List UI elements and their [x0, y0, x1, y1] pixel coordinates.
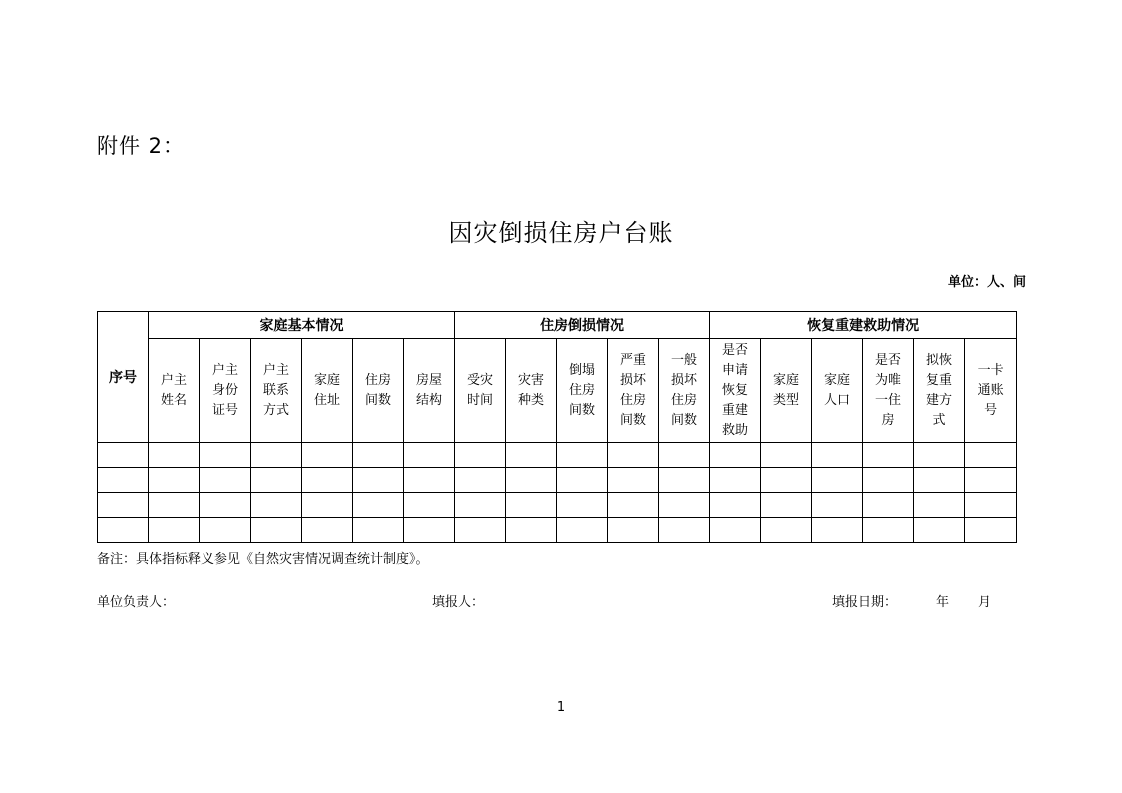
- column-header-label: 房屋结构: [416, 372, 443, 408]
- table-cell[interactable]: [659, 518, 710, 543]
- table-cell[interactable]: [455, 493, 506, 518]
- table-cell[interactable]: [761, 518, 812, 543]
- table-cell[interactable]: [353, 518, 404, 543]
- column-header-label: 是否为唯一住房: [875, 352, 902, 428]
- table-cell[interactable]: [149, 468, 200, 493]
- document-title: 因灾倒损住房户台账: [448, 219, 674, 247]
- table-cell[interactable]: [149, 443, 200, 468]
- table-cell[interactable]: [302, 443, 353, 468]
- column-header-label: 户主联系方式: [262, 362, 289, 418]
- ledger-table: [97, 311, 1017, 543]
- table-cell[interactable]: [557, 468, 608, 493]
- table-cell[interactable]: [608, 468, 659, 493]
- table-cell[interactable]: [557, 493, 608, 518]
- table-cell[interactable]: [659, 493, 710, 518]
- table-cell[interactable]: [965, 443, 1017, 468]
- table-cell[interactable]: [761, 468, 812, 493]
- column-header: [506, 339, 557, 443]
- table-cell[interactable]: [863, 443, 914, 468]
- table-cell[interactable]: [200, 443, 251, 468]
- table-cell[interactable]: [98, 493, 149, 518]
- year-label: 年: [936, 595, 950, 610]
- table-cell[interactable]: [506, 468, 557, 493]
- seq-header: 序号: [98, 312, 149, 443]
- column-header: [965, 339, 1017, 443]
- table-row: [98, 493, 1017, 518]
- table-cell[interactable]: [455, 468, 506, 493]
- month-label: 月: [978, 595, 992, 610]
- table-cell[interactable]: [761, 493, 812, 518]
- column-header: [761, 339, 812, 443]
- column-header: [812, 339, 863, 443]
- group-header-family-info: 家庭基本情况: [149, 312, 455, 339]
- column-header: [404, 339, 455, 443]
- table-cell[interactable]: [608, 493, 659, 518]
- table-cell[interactable]: [812, 468, 863, 493]
- unit-head-label: 单位负责人：: [97, 595, 176, 610]
- table-cell[interactable]: [863, 493, 914, 518]
- table-cell[interactable]: [251, 493, 302, 518]
- column-header: [710, 339, 761, 443]
- table-cell[interactable]: [965, 468, 1017, 493]
- table-cell[interactable]: [914, 493, 965, 518]
- table-cell[interactable]: [404, 468, 455, 493]
- column-header-label: 一卡通账号: [977, 362, 1004, 418]
- page-number: 1: [556, 700, 566, 715]
- table-cell[interactable]: [353, 468, 404, 493]
- table-cell[interactable]: [200, 468, 251, 493]
- table-cell[interactable]: [659, 443, 710, 468]
- table-cell[interactable]: [761, 443, 812, 468]
- column-header: [251, 339, 302, 443]
- column-header-label: 受灾时间: [467, 372, 494, 408]
- column-header: [863, 339, 914, 443]
- table-cell[interactable]: [506, 518, 557, 543]
- column-header: [353, 339, 404, 443]
- table-cell[interactable]: [353, 443, 404, 468]
- column-header: [455, 339, 506, 443]
- table-cell[interactable]: [965, 493, 1017, 518]
- table-cell[interactable]: [608, 443, 659, 468]
- table-cell[interactable]: [965, 518, 1017, 543]
- table-cell[interactable]: [98, 443, 149, 468]
- attachment-label: 附件 2：: [97, 134, 186, 158]
- table-cell[interactable]: [812, 518, 863, 543]
- table-cell[interactable]: [557, 443, 608, 468]
- table-cell[interactable]: [710, 493, 761, 518]
- table-cell[interactable]: [812, 493, 863, 518]
- note: 备注：具体指标释义参见《自然灾害情况调查统计制度》。: [97, 552, 429, 567]
- column-header: [608, 339, 659, 443]
- table-cell[interactable]: [455, 443, 506, 468]
- table-cell[interactable]: [455, 518, 506, 543]
- column-header-label: 是否申请恢复重建救助: [722, 342, 749, 438]
- column-header: [659, 339, 710, 443]
- table-cell[interactable]: [404, 443, 455, 468]
- table-cell[interactable]: [353, 493, 404, 518]
- table-cell[interactable]: [149, 518, 200, 543]
- column-header: [149, 339, 200, 443]
- table-cell[interactable]: [302, 518, 353, 543]
- table-cell[interactable]: [557, 518, 608, 543]
- column-header: [302, 339, 353, 443]
- table-cell[interactable]: [98, 518, 149, 543]
- table-cell[interactable]: [404, 518, 455, 543]
- unit-label: 单位：人、间: [947, 275, 1026, 290]
- column-header: [557, 339, 608, 443]
- table-cell[interactable]: [506, 443, 557, 468]
- table-cell[interactable]: [710, 518, 761, 543]
- group-header-house-damage: 住房倒损情况: [455, 312, 710, 339]
- table-cell[interactable]: [404, 493, 455, 518]
- table-cell[interactable]: [914, 443, 965, 468]
- table-row: [98, 468, 1017, 493]
- table-cell[interactable]: [863, 468, 914, 493]
- table-cell[interactable]: [149, 493, 200, 518]
- table-cell[interactable]: [302, 468, 353, 493]
- table-cell[interactable]: [914, 468, 965, 493]
- table-cell[interactable]: [251, 468, 302, 493]
- column-header-label: 户主身份证号: [211, 362, 238, 418]
- table-cell[interactable]: [659, 468, 710, 493]
- table-cell[interactable]: [302, 493, 353, 518]
- table-cell[interactable]: [710, 468, 761, 493]
- table-cell[interactable]: [914, 518, 965, 543]
- reporter-label: 填报人：: [432, 595, 485, 610]
- column-header-label: 家庭人口: [824, 372, 851, 408]
- table-cell[interactable]: [863, 518, 914, 543]
- table-cell[interactable]: [506, 493, 557, 518]
- column-header: [914, 339, 965, 443]
- column-header-label: 家庭住址: [313, 372, 340, 408]
- table-cell[interactable]: [608, 518, 659, 543]
- table-row: [98, 518, 1017, 543]
- group-header-reconstruction-aid: 恢复重建救助情况: [710, 312, 1017, 339]
- column-header-label: 严重损坏住房间数: [620, 352, 647, 428]
- table-cell[interactable]: [200, 493, 251, 518]
- table-cell[interactable]: [251, 443, 302, 468]
- column-header: [200, 339, 251, 443]
- column-header-label: 灾害种类: [518, 372, 545, 408]
- table-cell[interactable]: [200, 518, 251, 543]
- column-header-label: 一般损坏住房间数: [671, 352, 698, 428]
- column-header-label: 户主姓名: [160, 372, 187, 408]
- table-cell[interactable]: [98, 468, 149, 493]
- table-cell[interactable]: [251, 518, 302, 543]
- table-cell[interactable]: [710, 443, 761, 468]
- report-date-label: 填报日期：: [832, 595, 898, 610]
- table-cell[interactable]: [812, 443, 863, 468]
- table-row: [98, 443, 1017, 468]
- column-header-label: 拟恢复重建方式: [926, 352, 953, 428]
- column-header-label: 住房间数: [364, 372, 391, 408]
- column-header-label: 家庭类型: [773, 372, 800, 408]
- column-header-label: 倒塌住房间数: [569, 362, 596, 418]
